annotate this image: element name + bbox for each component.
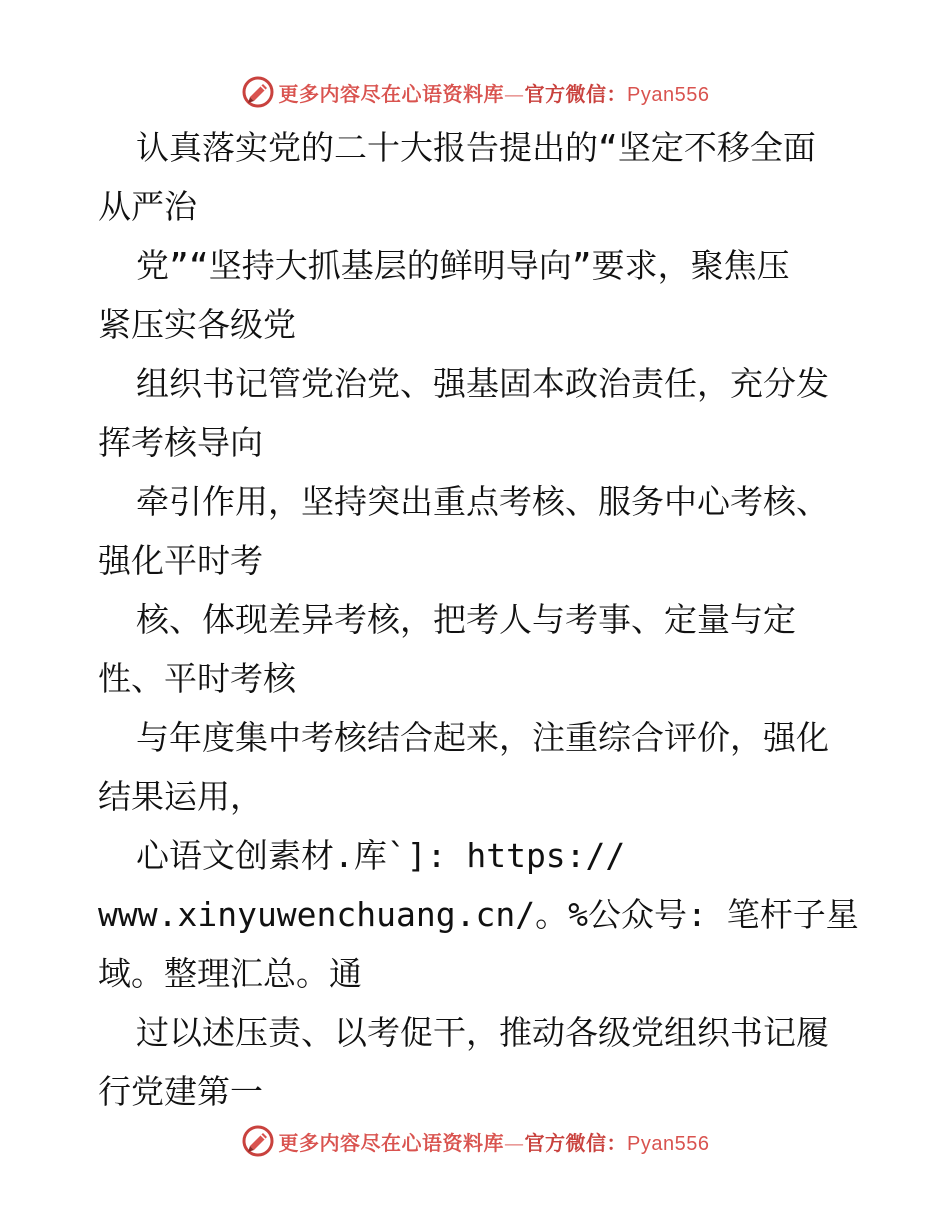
text-line: 过以述压责、以考促干，推动各级党组织书记履 [136, 1013, 829, 1052]
header-id: Pyan556 [627, 83, 710, 106]
text-line: 行党建第一 [98, 1072, 263, 1111]
header-label: 官方微信： [524, 81, 628, 106]
text-line: 党”“坚持大抓基层的鲜明导向”要求，聚焦压 [136, 246, 790, 285]
header-watermark [0, 72, 950, 112]
text-line: 强化平时考 [98, 541, 263, 580]
text-line: 核、体现差异考核，把考人与考事、定量与定 [136, 600, 796, 639]
text-line: 紧压实各级党 [98, 305, 296, 344]
footer-watermark [0, 1121, 950, 1161]
text-line: www.xinyuwenchuang.cn/。%公众号: 笔杆子星 [98, 895, 859, 934]
text-line: 认真落实党的二十大报告提出的“坚定不移全面 [136, 128, 816, 167]
text-line: 牵引作用，坚持突出重点考核、服务中心考核、 [136, 482, 829, 521]
text-line: 域。整理汇总。通 [98, 954, 362, 993]
footer-dash: — [504, 1130, 525, 1155]
text-line: 组织书记管党治党、强基固本政治责任，充分发 [136, 364, 829, 403]
brand-logo-icon [241, 75, 275, 109]
text-line: 结果运用， [98, 777, 263, 816]
text-line: 与年度集中考核结合起来，注重综合评价，强化 [136, 718, 829, 757]
header-brand: 更多内容尽在心语资料库 [278, 81, 505, 106]
header-brand-text [279, 78, 710, 107]
footer-brand: 更多内容尽在心语资料库 [278, 1130, 505, 1155]
brand-logo-icon [241, 1124, 275, 1158]
header-dash: — [504, 81, 525, 106]
text-line: 从严治 [98, 187, 197, 226]
body-text [98, 118, 878, 1121]
footer-brand-text [279, 1127, 710, 1156]
footer-label: 官方微信： [524, 1130, 628, 1155]
text-line: 心语文创素材.库`]: https:// [136, 836, 626, 875]
text-line: 性、平时考核 [98, 659, 296, 698]
footer-id: Pyan556 [627, 1132, 710, 1155]
text-line: 挥考核导向 [98, 423, 263, 462]
